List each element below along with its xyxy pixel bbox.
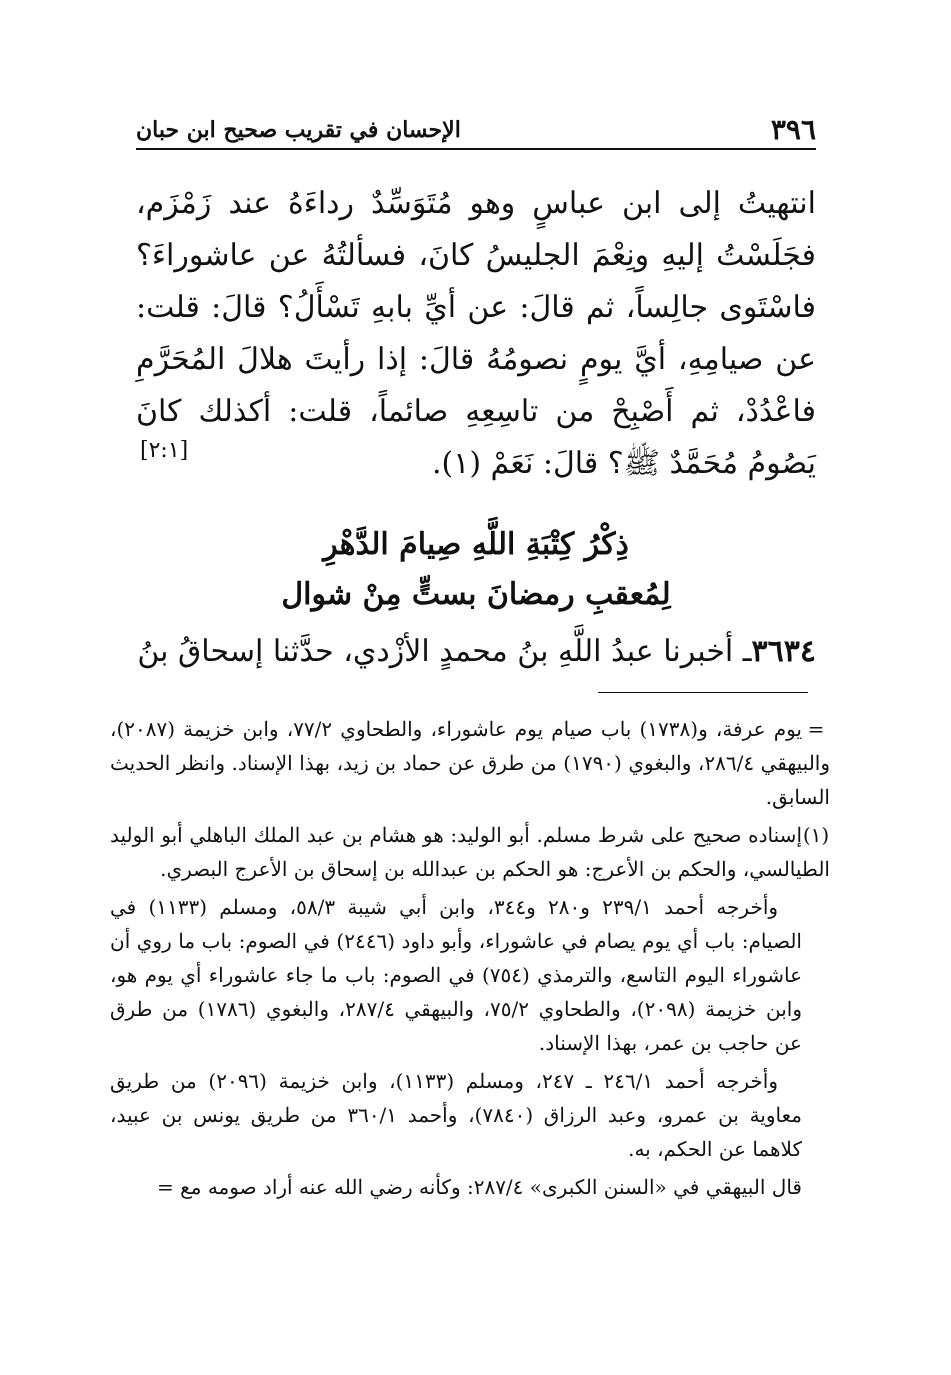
footnote-continuation — [110, 712, 830, 814]
footnote-1-paragraph-3: وأخرجه أحمد ٢٤٦/١ ـ ٢٤٧، ومسلم (١١٣٣)، وابن خزيمة (٢٠٩٦) من طريق معاوية بن عمرو، وعبد الرزاق (٧٨٤٠)، وأحمد ٣٦٠/١ من طريق يونس بن عبيد، كلاهما عن الحكم، به. — [110, 1069, 802, 1161]
chapter-heading — [136, 520, 816, 620]
footnote-1-paragraph-2: وأخرجه أحمد ٢٣٩/١ و٢٨٠ و٣٤٤، وابن أبي شيبة ٥٨/٣، ومسلم (١١٣٣) في الصيام: باب أي يوم يصام في عاشوراء، وأبو داود (٢٤٤٦) في الصوم: باب ما روي أن عاشوراء اليوم التاسع، والترمذي (٧٥٤) في الصوم: باب ما جاء عاشوراء أي يوم هو، وابن خزيمة (٢٠٩٨)، والطحاوي ٧٥/٢، والبيهقي ٢٨٧/٤، والبغوي (١٧٨٦) من طرق عن حاجب بن عمر، بهذا الإسناد. — [110, 895, 803, 1055]
end-continuation-marker: = — [156, 1175, 174, 1199]
footnote-1 — [110, 818, 830, 886]
chapter-heading-line-2: لِمُعقبِ رمضانَ بستٍّ مِنْ شوال — [281, 577, 671, 612]
footnote-1-paragraph-4-text: قال البيهقي في «السنن الكبرى» ٢٨٧/٤: وكأنه رضي الله عنه أراد صومه مع — [180, 1175, 802, 1199]
hadith-start — [136, 626, 816, 678]
page-number: ٣٩٦ — [770, 113, 816, 146]
running-title: الإحسان في تقريب صحيح ابن حبان — [136, 117, 461, 143]
hadith-body-paragraph: انتهيتُ إلى ابن عباسٍ وهو مُتَوَسِّدٌ رداءَهُ عند زَمْزَم، فجَلَسْتُ إليهِ ونِعْمَ الجليسُ كانَ، فسألتُهُ عن عاشوراءَ؟ فاسْتَوى جالِساً، ثم قالَ: عن أيِّ بابهِ تَسْأَلُ؟ قالَ: قلت: عن صيامِهِ، أيَّ يومٍ نصومُهُ قالَ: إذا رأيتَ هلالَ المُحَرَّمِ فاعْدُدْ، ثم أَصْبِحْ من تاسِعِهِ صائماً، قلت: أكذلك كانَ يَصُومُ مُحَمَّدٌ ﷺ؟ قالَ: نَعَمْ (١). — [136, 186, 816, 481]
footnote-1-marker: (١) — [802, 823, 830, 847]
continuation-marker: = — [807, 717, 825, 741]
page-header — [136, 112, 816, 150]
hadith-number: ٣٦٣٤ — [751, 634, 816, 669]
footnote-1-text: إسناده صحيح على شرط مسلم. أبو الوليد: هو هشام بن عبد الملك الباهلي أبو الوليد الطيالسي، والحكم بن الأعرج: هو الحكم بن عبدالله بن إسحاق بن الأعرج البصري. — [110, 823, 830, 881]
footnote-continuation-text: يوم عرفة، و(١٧٣٨) باب صيام يوم عاشوراء، والطحاوي ٧٧/٢، وابن خزيمة (٢٠٨٧)، والبيهقي ٢٨٦/٤، والبغوي (١٧٩٠) من طرق عن حماد بن زيد، بهذا الإسناد. وانظر الحديث السابق. — [110, 717, 830, 809]
footnote-1-paragraph-4 — [110, 1170, 830, 1204]
hadith-chain-text: ـ أخبرنا عبدُ اللَّهِ بنُ محمدٍ الأزْدي، حدَّثنا إسحاقُ بنُ — [137, 634, 752, 669]
cross-reference: [٢:١] — [140, 438, 189, 463]
footnote-separator — [598, 692, 808, 693]
main-text — [136, 178, 816, 490]
chapter-heading-line-1: ذِكْرُ كِتْبَةِ اللَّهِ صِيامَ الدَّهْرِ — [323, 527, 629, 562]
footnotes — [110, 712, 830, 1208]
